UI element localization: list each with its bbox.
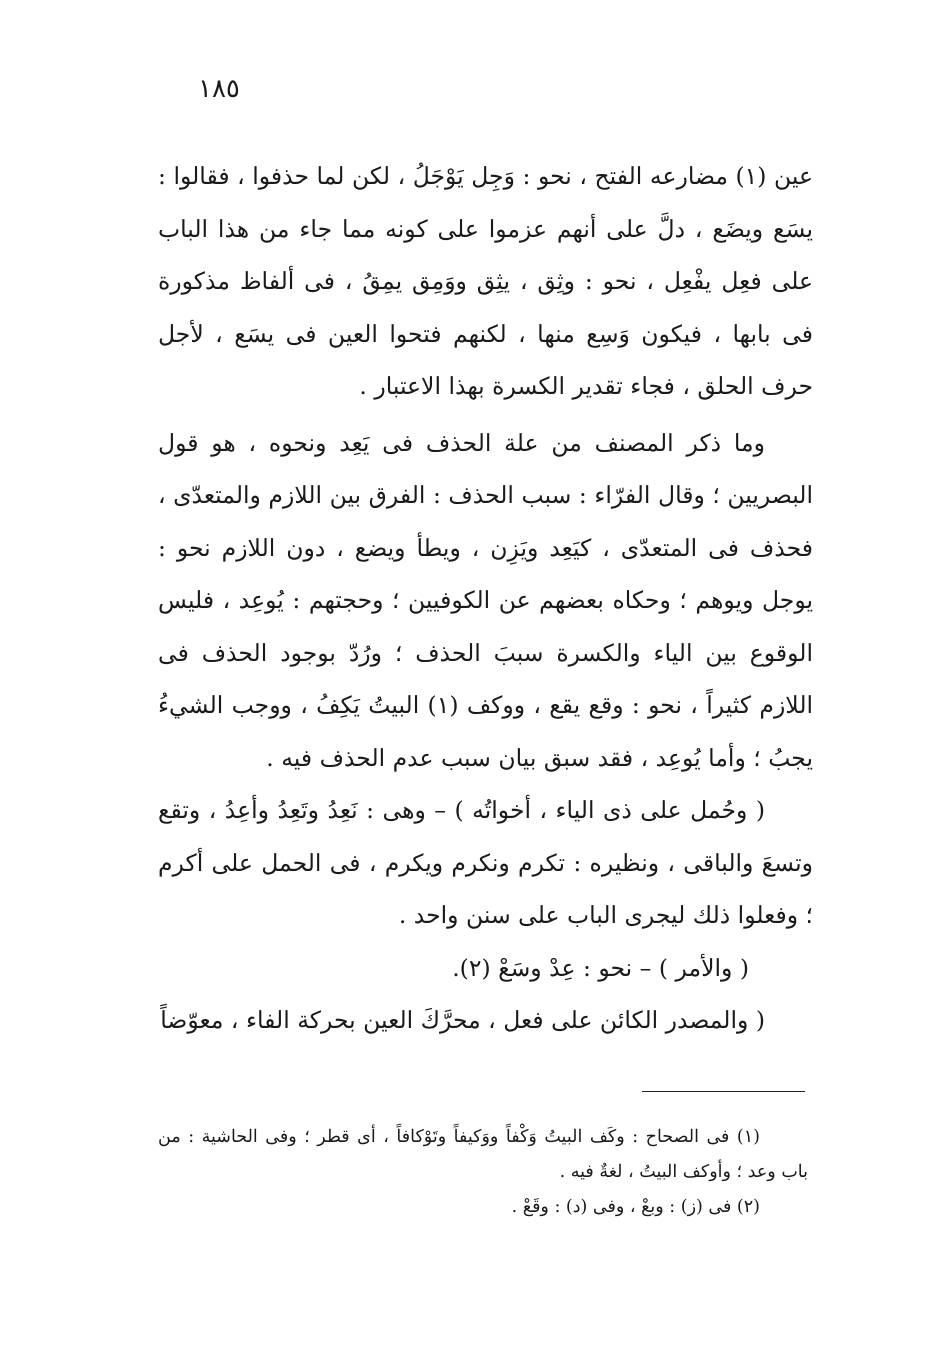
paragraph-imperative: ( والأمر ) – نحو : عِدْ وسَعْ (٢). [452, 953, 749, 982]
page-number: ١٨٥ [198, 74, 240, 104]
footnotes [158, 1120, 808, 1225]
paragraph-sisters: ( وحُمل على ذى الياء ، أخواتُه ) – وهى : نَعِدُ وتَعِدُ وأعِدُ ، وتقع وتسعَ والباقى ، ونظيره : تكرم ونكرم ويكرم ، فى الحمل على أكرم ؛ وفعلوا ذلك ليجرى الباب على سنن واحد . [158, 796, 813, 929]
paragraph-masdar: ( والمصدر الكائن على فعل ، محرَّكَ العين بحركة الفاء ، معوّضاً [160, 1006, 765, 1034]
paragraph-reason-of-deletion: وما ذكر المصنف من علة الحذف فى يَعِد ونحوه ، هو قول البصريين ؛ وقال الفرّاء : سبب الحذف : الفرق بين اللازم والمتعدّى ، فحذف فى المتعدّى ، كيَعِد ويَزِن ، ويطأ ويضع ، دون اللازم نحو : يوجل ويوهم ؛ وحكاه بعضهم عن الكوفيين ؛ وحجتهم : يُوعِد ، فليس الوقوع بين الياء والكسرة سببَ الحذف ؛ ورُدّ بوجود الحذف فى اللازم كثيراً ، نحو : وقع يقع ، ووكف (١) البيتُ يَكِفُ ، ووجب الشيءُ يجبُ ؛ وأما يُوعِد ، فقد سبق بيان سبب عدم الحذف فيه . [158, 428, 814, 772]
footnote-1: (١) فى الصحاح : وكَف البيتُ وَكْفاً ووَكيفاً وتَوْكافاً ، أى قطر ؛ وفى الحاشية : من باب وعد ؛ وأوكف البيتُ ، لغةٌ فيه . [158, 1127, 808, 1182]
footnote-divider [642, 1091, 805, 1092]
main-text [158, 150, 813, 1047]
footnote-2: (٢) فى (ز) : وبعْ ، وفى (د) : وقَعْ . [511, 1197, 760, 1217]
paragraph-continuation: عين (١) مضارعه الفتح ، نحو : وَجِل يَوْجَلُ ، لكن لما حذفوا ، فقالوا : يسَع ويضَع ، دلَّ على أنهم عزموا على كونه مما جاء من هذا الباب على فعِل يفْعِل ، نحو : وثِق ، يثِق ووَمِق يمِقُ ، فى ألفاظ مذكورة فى بابها ، فيكون وَسِع منها ، لكنهم فتحوا العين فى يسَع ، لأجل حرف الحلق ، فجاء تقدير الكسرة بهذا الاعتبار . [158, 162, 814, 400]
